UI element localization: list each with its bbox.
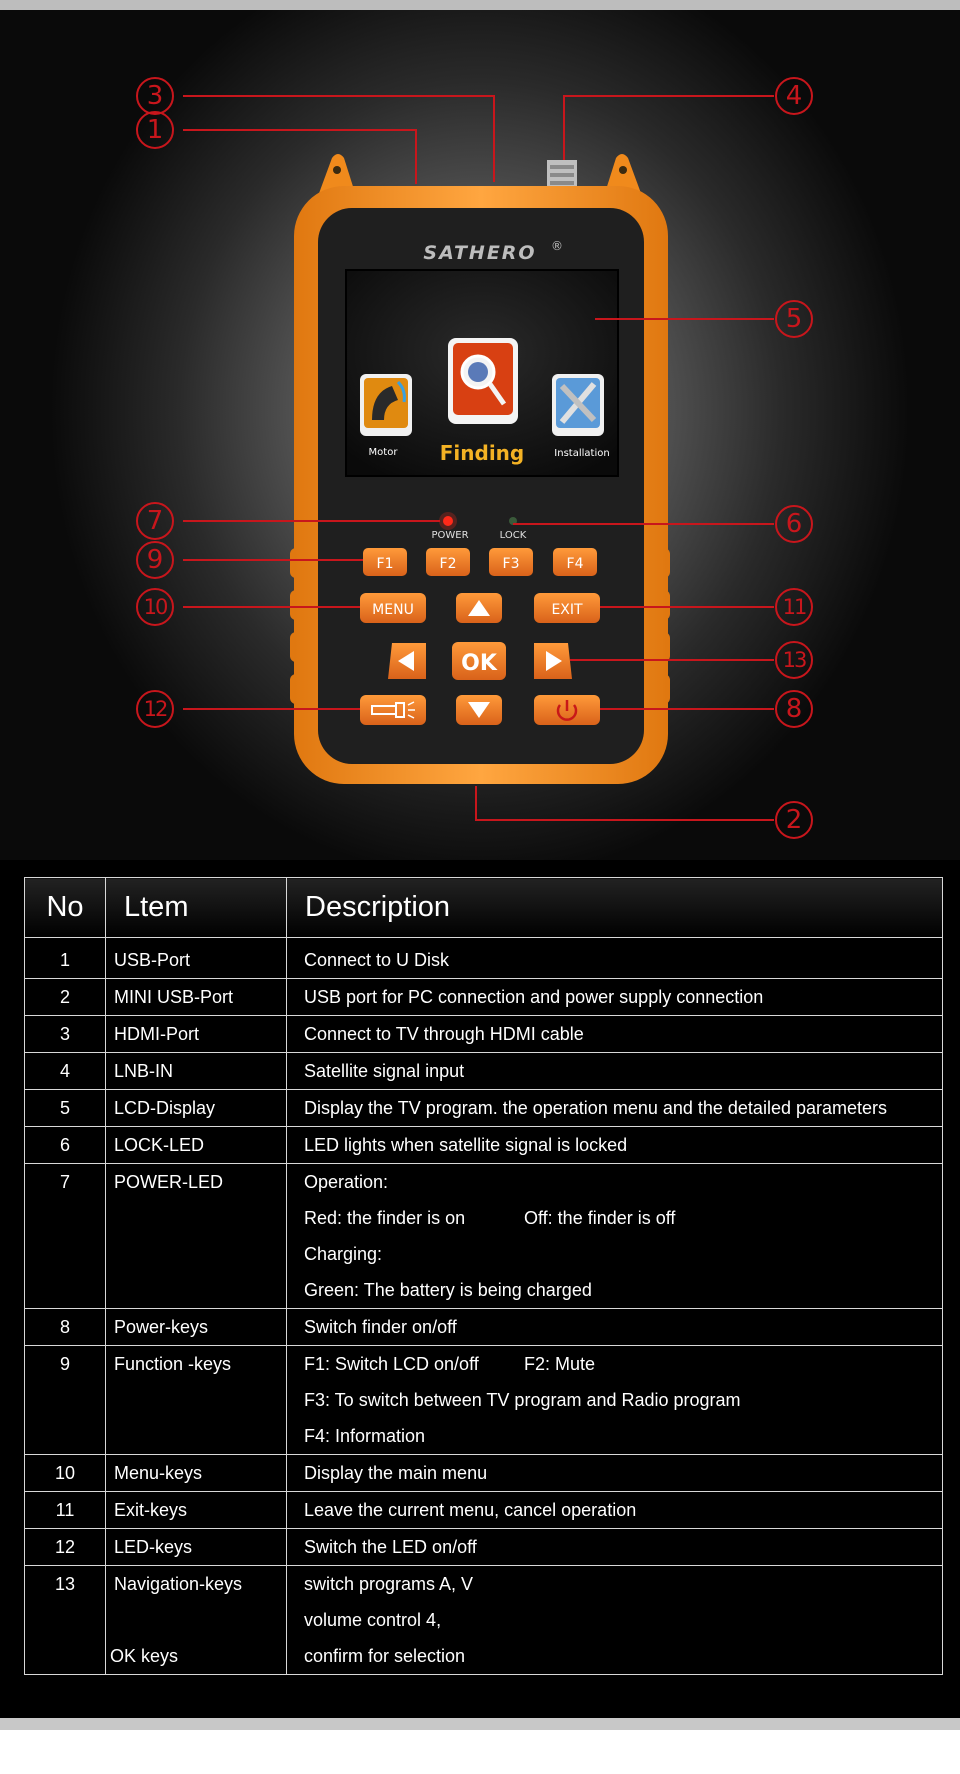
cell-description	[287, 938, 943, 979]
cell-no	[25, 1309, 106, 1346]
description-line: volume control 4,	[304, 1610, 442, 1630]
row-number: 11	[55, 1500, 75, 1520]
header-item: Ltem	[106, 878, 287, 938]
screen-label-installation: Installation	[554, 448, 610, 459]
cell-no	[25, 938, 106, 979]
item-line: Navigation-keys	[114, 1574, 243, 1594]
bottom-border	[0, 1718, 960, 1730]
description-part: F1: Switch LCD on/off	[304, 1354, 479, 1374]
description-line: Leave the current menu, cancel operation	[304, 1500, 637, 1520]
cell-description	[287, 1127, 943, 1164]
item-line: LED-keys	[114, 1537, 193, 1557]
cell-description	[287, 1529, 943, 1566]
cell-item	[106, 1566, 287, 1675]
description-line: confirm for selection	[304, 1646, 466, 1666]
table-row	[25, 1529, 943, 1566]
description-line: Switch finder on/off	[304, 1317, 457, 1337]
cell-no	[25, 1492, 106, 1529]
lock-led-label: LOCK	[499, 530, 527, 541]
cell-no	[25, 1455, 106, 1492]
callout-3: 3	[136, 77, 174, 115]
cell-item	[106, 1492, 287, 1529]
item-line: HDMI-Port	[114, 1024, 199, 1044]
callout-8: 8	[775, 690, 813, 728]
table-row	[25, 1566, 943, 1675]
cell-item	[106, 1529, 287, 1566]
table-row	[25, 1455, 943, 1492]
f2-key[interactable]	[426, 548, 470, 576]
callout-11: 11	[775, 588, 813, 626]
item-line: Function -keys	[114, 1354, 232, 1374]
cell-description	[287, 1164, 943, 1309]
brand-logo: SATHERO	[423, 242, 537, 264]
item-line: USB-Port	[114, 950, 191, 970]
item-line: LOCK-LED	[114, 1135, 205, 1155]
cell-item	[106, 1053, 287, 1090]
callout-2: 2	[775, 801, 813, 839]
row-number: 3	[59, 1024, 70, 1044]
description-line: Green: The battery is being charged	[304, 1280, 592, 1300]
callout-1: 1	[136, 111, 174, 149]
power-icon[interactable]	[534, 695, 600, 725]
callout-10: 10	[136, 588, 174, 626]
description-part: F2: Mute	[524, 1354, 596, 1374]
flashlight-icon[interactable]	[360, 695, 426, 725]
callout-4: 4	[775, 77, 813, 115]
cell-description	[287, 1492, 943, 1529]
description-line	[287, 1346, 942, 1382]
cell-item	[106, 1309, 287, 1346]
table-row	[25, 938, 943, 979]
bottom-margin	[0, 1730, 960, 1774]
row-number: 5	[59, 1098, 70, 1118]
description-part: Red: the finder is on	[304, 1208, 466, 1228]
svg-text:F2: F2	[439, 556, 457, 572]
row-number: 12	[54, 1537, 76, 1557]
callout-12: 12	[136, 690, 174, 728]
callout-6: 6	[775, 505, 813, 543]
description-line: Display the main menu	[304, 1463, 488, 1483]
header-no: No	[25, 878, 106, 938]
description-line: Switch the LED on/off	[304, 1537, 477, 1557]
table-row	[25, 979, 943, 1016]
description-line: Connect to U Disk	[304, 950, 450, 970]
item-line: POWER-LED	[114, 1172, 224, 1192]
cell-description	[287, 1455, 943, 1492]
item-line	[106, 1602, 286, 1638]
description-line: Connect to TV through HDMI cable	[304, 1024, 584, 1044]
cell-item	[106, 979, 287, 1016]
table-row	[25, 1346, 943, 1455]
svg-text:MENU: MENU	[372, 602, 414, 618]
top-border	[0, 0, 960, 10]
cell-description	[287, 1053, 943, 1090]
callout-9: 9	[136, 541, 174, 579]
motor-icon	[360, 374, 412, 436]
svg-text:EXIT: EXIT	[551, 602, 583, 618]
table-row	[25, 1016, 943, 1053]
cell-description	[287, 1309, 943, 1346]
cell-item	[106, 1164, 287, 1309]
cell-description	[287, 1090, 943, 1127]
screen-label-motor: Motor	[368, 447, 398, 458]
cell-no	[25, 1346, 106, 1455]
cell-description	[287, 1016, 943, 1053]
row-number: 13	[54, 1574, 76, 1594]
row-number: 7	[59, 1172, 70, 1192]
description-line: USB port for PC connection and power supply connection	[304, 987, 764, 1007]
svg-text:OK: OK	[461, 651, 497, 676]
item-line: OK keys	[110, 1646, 179, 1666]
item-line: MINI USB-Port	[114, 987, 234, 1007]
satellite-finding-icon	[448, 338, 518, 424]
cell-no	[25, 1053, 106, 1090]
cell-item	[106, 1346, 287, 1455]
cell-no	[25, 979, 106, 1016]
callout-13: 13	[775, 641, 813, 679]
description-line: switch programs A, V	[304, 1574, 474, 1594]
power-led-label: POWER	[431, 530, 469, 541]
description-line: Charging:	[304, 1244, 383, 1264]
description-line: F3: To switch between TV program and Radio program	[304, 1390, 741, 1410]
table-row	[25, 1053, 943, 1090]
description-line	[287, 1200, 942, 1236]
cell-item	[106, 1090, 287, 1127]
item-line: LNB-IN	[114, 1061, 174, 1081]
f3-key[interactable]	[489, 548, 533, 576]
row-number: 4	[59, 1061, 70, 1081]
exit-key[interactable]	[534, 593, 600, 623]
f4-key[interactable]	[553, 548, 597, 576]
cell-no	[25, 1566, 106, 1675]
row-number: 8	[59, 1317, 70, 1337]
cell-item	[106, 1016, 287, 1053]
cell-no	[25, 1164, 106, 1309]
row-number: 1	[59, 950, 70, 970]
cell-description	[287, 979, 943, 1016]
cell-no	[25, 1127, 106, 1164]
ok-key[interactable]	[452, 642, 506, 680]
table-row	[25, 1127, 943, 1164]
installation-icon	[552, 374, 604, 436]
screen-label-finding: Finding	[439, 441, 525, 465]
table-header-row	[25, 878, 943, 938]
description-line: Satellite signal input	[304, 1061, 465, 1081]
callout-5: 5	[775, 300, 813, 338]
cell-item	[106, 1127, 287, 1164]
description-line: F4: Information	[304, 1426, 426, 1446]
f1-key[interactable]	[363, 548, 407, 576]
item-line: Power-keys	[114, 1317, 209, 1337]
cell-description	[287, 1346, 943, 1455]
svg-text:F3: F3	[502, 556, 520, 572]
item-line: LCD-Display	[114, 1098, 216, 1118]
svg-text:F4: F4	[566, 556, 584, 572]
arrow-up-icon[interactable]	[456, 593, 502, 623]
table-row	[25, 1309, 943, 1346]
cell-item	[106, 938, 287, 979]
svg-text:F1: F1	[376, 556, 394, 572]
cell-no	[25, 1016, 106, 1053]
description-part: Off: the finder is off	[524, 1208, 676, 1228]
cell-no	[25, 1090, 106, 1127]
table-row	[25, 1090, 943, 1127]
arrow-right-icon[interactable]	[534, 643, 572, 679]
cell-description	[287, 1566, 943, 1675]
description-line: LED lights when satellite signal is locked	[304, 1135, 628, 1155]
row-number: 2	[59, 987, 70, 1007]
cell-item	[106, 1455, 287, 1492]
table-row	[25, 1492, 943, 1529]
description-line: Operation:	[304, 1172, 389, 1192]
product-hero	[0, 10, 960, 860]
header-description: Description	[287, 878, 943, 938]
row-number: 9	[59, 1354, 70, 1374]
spec-table	[24, 877, 943, 1675]
callout-7: 7	[136, 502, 174, 540]
row-number: 10	[54, 1463, 76, 1483]
arrow-left-icon[interactable]	[388, 643, 426, 679]
menu-key[interactable]	[360, 593, 426, 623]
table-row	[25, 1164, 943, 1309]
item-line: Exit-keys	[114, 1500, 188, 1520]
registered-mark: ®	[551, 239, 563, 253]
item-line: Menu-keys	[114, 1463, 203, 1483]
cell-no	[25, 1529, 106, 1566]
row-number: 6	[59, 1135, 70, 1155]
description-line: Display the TV program. the operation menu and the detailed parameters	[304, 1098, 888, 1118]
arrow-down-icon[interactable]	[456, 695, 502, 725]
